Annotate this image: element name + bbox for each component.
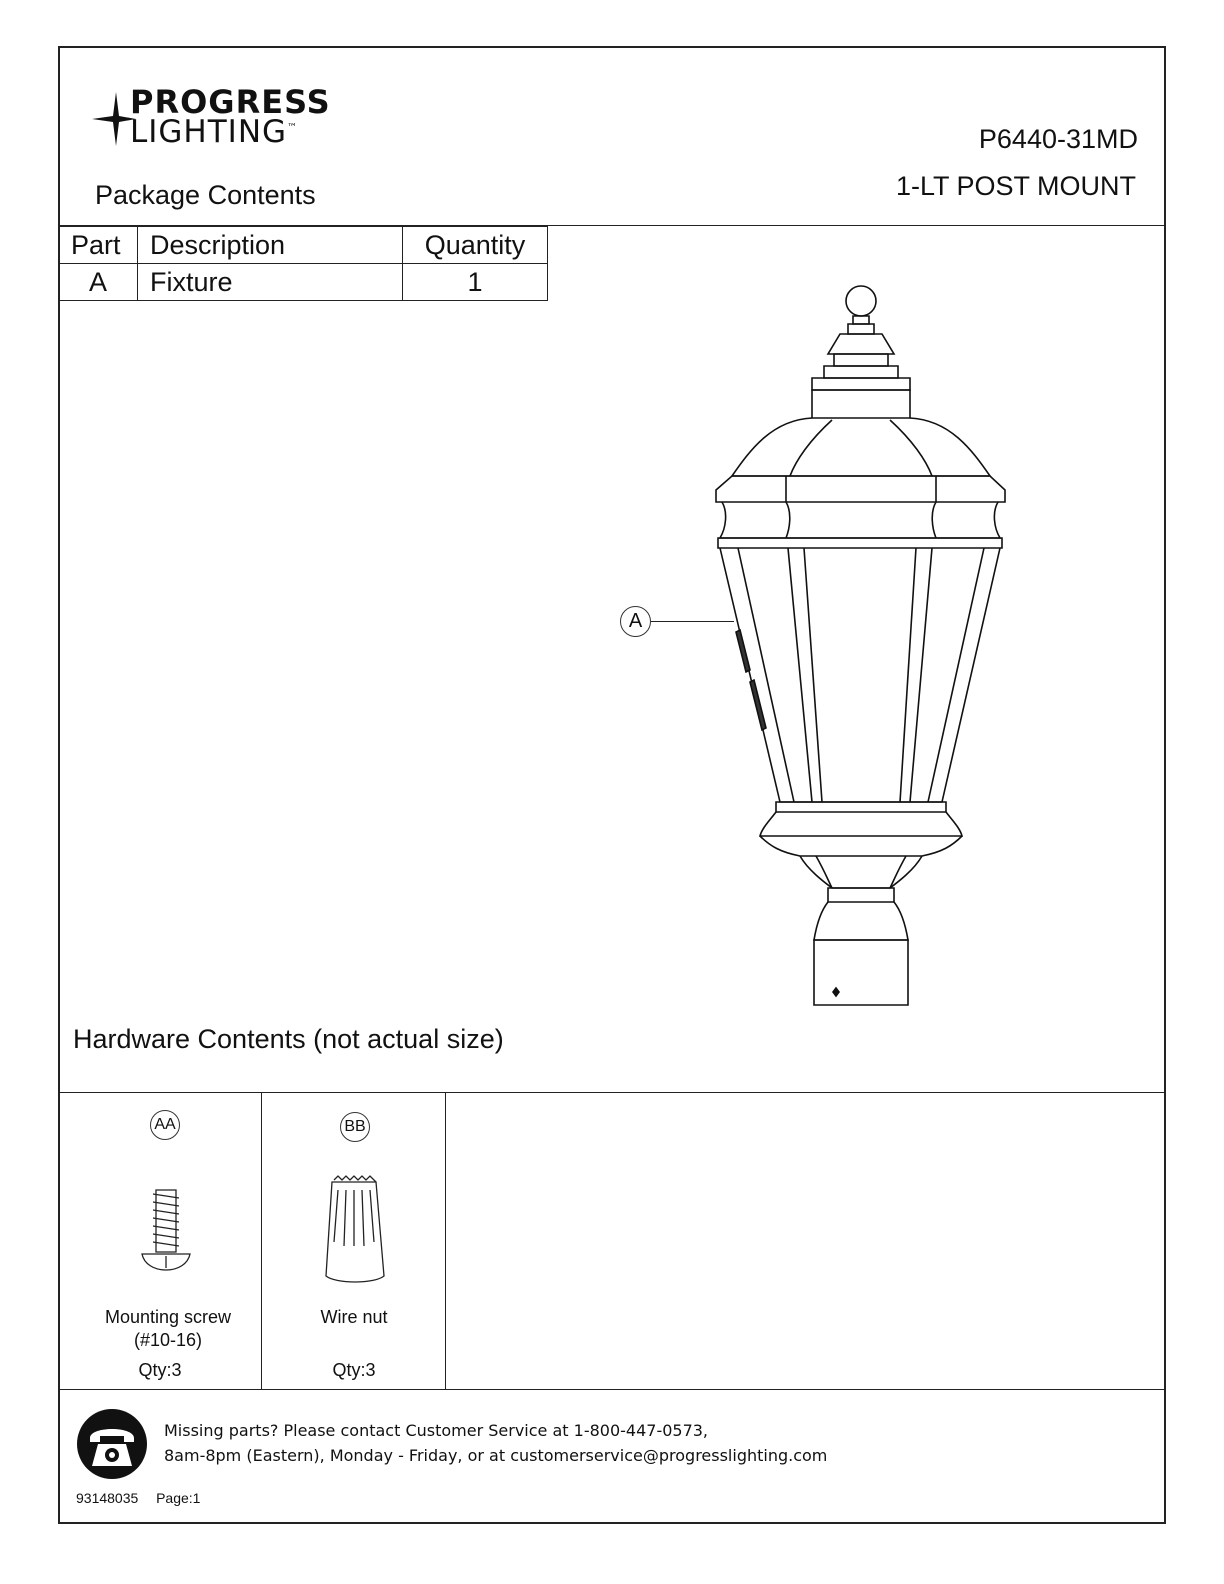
phone-icon [76, 1408, 148, 1480]
cell-description: Fixture [138, 264, 403, 301]
header-description: Description [138, 227, 403, 264]
hardware-top-divider [58, 1092, 1166, 1093]
doc-footer [76, 1490, 200, 1506]
brand-line2-text: LIGHTING [130, 114, 288, 150]
hardware-title: Hardware Contents (not actual size) [73, 1024, 504, 1054]
contact-line1: Missing parts? Please contact Customer Service at 1-800-447-0573, [164, 1421, 709, 1440]
trademark: ™ [287, 122, 299, 134]
hardware-bb-name: Wire nut [320, 1307, 388, 1327]
doc-number: 93148035 [76, 1490, 139, 1506]
page-number: Page:1 [156, 1490, 201, 1506]
hardware-aa-qty: Qty:3 [138, 1360, 182, 1380]
hardware-aa-name-line2: (#10-16) [133, 1330, 203, 1350]
hardware-bubble-aa: AA [150, 1110, 180, 1140]
hardware-aa-name [58, 1306, 278, 1352]
hardware-bb-qty: Qty:3 [332, 1360, 376, 1380]
wire-nut-icon [318, 1172, 392, 1288]
cell-part: A [59, 264, 138, 301]
section-title: Package Contents [95, 180, 316, 210]
fixture-illustration [700, 280, 1020, 1010]
hardware-cell-divider-2 [445, 1092, 446, 1390]
model-number: P6440-31MD [978, 124, 1138, 154]
product-name: 1-LT POST MOUNT [895, 171, 1136, 201]
parts-table [58, 226, 548, 301]
hardware-bubble-bb: BB [340, 1112, 370, 1142]
header-part: Part [59, 227, 138, 264]
contact-line2: 8am-8pm (Eastern), Monday - Friday, or at customerservice@progresslighting.com [164, 1446, 828, 1465]
header-quantity: Quantity [403, 227, 548, 264]
hardware-aa-name-line1: Mounting screw [104, 1307, 232, 1327]
cell-quantity: 1 [403, 264, 548, 301]
footer-divider [58, 1389, 1166, 1390]
brand-line1: PROGRESS [130, 83, 331, 121]
callout-bubble-a: A [620, 606, 651, 637]
screw-icon [136, 1186, 196, 1276]
brand-line2 [130, 114, 299, 150]
table-header-row [59, 227, 548, 264]
callout-leader-line [651, 621, 734, 622]
contact-info [164, 1418, 827, 1468]
table-row [59, 264, 548, 301]
